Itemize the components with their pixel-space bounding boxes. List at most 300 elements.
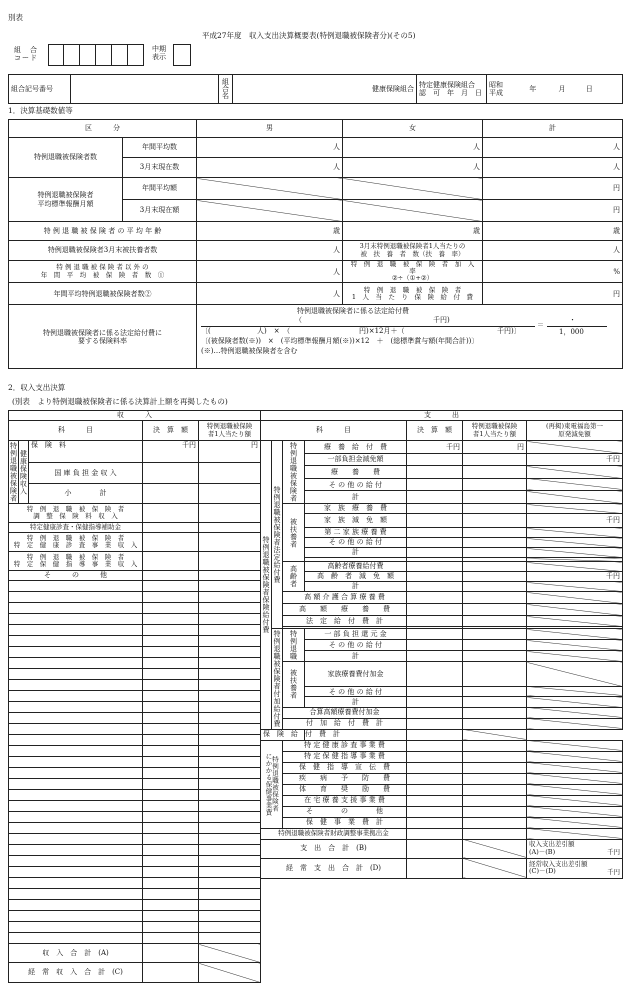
value-cell: 円 [199, 441, 261, 463]
disabled-cell [343, 200, 483, 222]
value-cell: 人 [197, 158, 343, 178]
income-guidance-label: 特 例 退 職 被 保 険 者 特 定 保 健 指 導 事 業 収 入 [9, 552, 143, 571]
blank-row [9, 647, 143, 658]
formula-l2b: 人) × （ [257, 327, 291, 336]
expense-col-fukushima: (再掲)東電福島第一 原発減免額 [527, 421, 623, 441]
value-cell [199, 483, 261, 503]
value-cell [463, 616, 527, 627]
value-cell [407, 762, 463, 773]
expense-table [260, 410, 623, 879]
regular-balance-unit: 千円 [607, 868, 620, 877]
assoc-no-field [71, 75, 219, 104]
exp-subtotal-label: 計 [305, 582, 407, 592]
value-cell [143, 790, 199, 801]
exp-second-family-label: 第 二 家 族 療 養 費 [305, 528, 407, 538]
disabled-cell [527, 806, 623, 817]
expense-total-label: 支 出 合 計 (B) [261, 839, 407, 858]
value-cell [143, 680, 199, 691]
value-cell [143, 504, 199, 523]
exp-high-cost-additional-label: 合算高額療養費付加金 [283, 707, 407, 718]
income-header: 収 入 [9, 411, 261, 421]
value-cell [199, 878, 261, 889]
value-cell: 円 [483, 200, 623, 222]
enrollment-rate-label: 特 例 退 職 被 保 険 者 加 入 率 ②÷（①+②） [343, 261, 483, 283]
approval-label: 特定健康保険組合 認 可 年 月 日 [417, 75, 487, 104]
value-cell [463, 592, 527, 604]
page-title: 平成27年度 収入支出決算概要表(特例退職被保険者分)(その5) [202, 31, 416, 40]
income-total-label: 収 入 合 計 (A) [9, 944, 143, 963]
blank-row [9, 834, 143, 845]
regular-income-label: 経 常 収 入 合 計 (C) [9, 963, 143, 983]
annual-avg-insured-label: 年間平均特例退職被保険者数② [9, 283, 197, 305]
value-cell [407, 707, 463, 718]
value-cell: 円 [483, 283, 623, 305]
value-cell [143, 581, 199, 592]
value-cell [199, 790, 261, 801]
dependency-ratio-label: 3月末特例退職被保険者1人当たりの 被 扶 養 者 数（扶 養 率） [343, 241, 483, 261]
value-cell [143, 592, 199, 603]
value-cell [199, 581, 261, 592]
disabled-cell [527, 795, 623, 806]
value-cell [463, 707, 527, 718]
value-cell [463, 651, 527, 662]
blank-row [9, 603, 143, 614]
blank-row [9, 878, 143, 889]
value-cell [407, 514, 463, 528]
exp-medical-cost-label: 療 養 費 [305, 466, 407, 479]
income-col-amount: 決 算 額 [143, 421, 199, 441]
balance-cell [527, 839, 623, 858]
section2-heading: 2．収入支出決算 [8, 383, 66, 392]
value-cell [407, 629, 463, 640]
value-cell [463, 538, 527, 548]
disabled-cell [343, 178, 483, 200]
disabled-cell [527, 592, 623, 604]
value-cell [463, 784, 527, 795]
others-avg-label: 特 例 退 職 被 保 険 者 以 外 の 年 間 平 均 被 保 険 者 数 ① [9, 261, 197, 283]
value-cell [199, 845, 261, 856]
value-cell [143, 933, 199, 944]
value-cell: 歳 [197, 222, 343, 241]
exp-checkup-cost-label: 特 定 健 康 診 査 事 業 費 [283, 740, 407, 751]
disabled-cell [527, 548, 623, 558]
blank-row [9, 724, 143, 735]
blank-row [9, 691, 143, 702]
exp-subtotal-label: 計 [305, 491, 407, 504]
exp-group-elderly: 高齢者 [283, 562, 305, 592]
value-cell [199, 592, 261, 603]
value-cell [407, 651, 463, 662]
value-cell [199, 625, 261, 636]
exp-subtotal-label: 計 [305, 651, 407, 662]
value-cell [143, 801, 199, 812]
exp-other-benefit-label: そ の 他 の 給 付 [305, 478, 407, 491]
exp-group-add-dependent: 被扶養者 [283, 662, 305, 708]
year-label: 年 [529, 85, 537, 93]
value-cell [463, 453, 527, 466]
value-cell [143, 856, 199, 867]
disabled-cell [527, 582, 623, 592]
value-cell [143, 724, 199, 735]
value-cell [143, 647, 199, 658]
disabled-cell [197, 178, 343, 200]
value-cell [463, 773, 527, 784]
blank-row [9, 702, 143, 713]
value-cell [463, 686, 527, 696]
value-cell [143, 889, 199, 900]
value-cell [199, 867, 261, 878]
exp-group-health: 特例退職被保険者 にかかる保健事業費 [261, 740, 283, 828]
value-cell [143, 533, 199, 552]
value-cell [143, 636, 199, 647]
blank-row [9, 911, 143, 922]
annual-avg-amount-label: 年間平均額 [123, 178, 197, 200]
value-cell [143, 867, 199, 878]
exp-high-cost-combined-label: 高 額 介 護 合 算 療 養 費 [283, 592, 407, 604]
value-cell [407, 858, 463, 878]
approval-date-field [487, 75, 623, 104]
value-cell [199, 691, 261, 702]
exp-group-add-insured: 特例退職 [283, 629, 305, 662]
value-cell [463, 562, 527, 572]
value-cell [407, 697, 463, 707]
blank-row [9, 592, 143, 603]
income-checkup-label: 特 例 退 職 被 保 険 者 特 定 健 康 診 査 事 業 収 入 [9, 533, 143, 552]
value-cell [143, 746, 199, 757]
exp-sports-label: 体 育 奨 励 費 [283, 784, 407, 795]
value-cell: 円 [463, 441, 527, 454]
exp-family-additional-label: 家族療養費付加金 [305, 662, 407, 687]
value-cell [199, 801, 261, 812]
disabled-cell [199, 963, 261, 983]
blank-row [9, 779, 143, 790]
regular-balance-label: 経常収入支出差引額 (C)－(D) [529, 859, 588, 875]
formula-equals: ＝ [537, 321, 544, 330]
value-cell [199, 911, 261, 922]
blank-row [9, 790, 143, 801]
value-cell [463, 491, 527, 504]
disabled-cell [463, 839, 527, 858]
end-march-amount-label: 3月末現在額 [123, 200, 197, 222]
value-cell [407, 582, 463, 592]
exp-home-care-label: 在 宅 療 養 支 援 事 業 費 [283, 795, 407, 806]
income-other-label: そ の 他 [9, 571, 143, 581]
blank-row [9, 845, 143, 856]
exp-guidance-cost-label: 特 定 保 健 指 導 事 業 費 [283, 751, 407, 762]
value-cell [407, 478, 463, 491]
value-cell [143, 944, 199, 963]
value-cell [463, 740, 527, 751]
value-cell [199, 933, 261, 944]
value-cell [199, 658, 261, 669]
blank-row [9, 823, 143, 834]
value-cell [199, 463, 261, 483]
midterm-label: 中期 表示 [152, 45, 166, 62]
value-cell [199, 533, 261, 552]
appendix-label: 別表 [8, 13, 23, 22]
disabled-cell [527, 718, 623, 729]
blank-row [9, 581, 143, 592]
disabled-cell [527, 784, 623, 795]
blank-row [9, 757, 143, 768]
formula-top: 特例退職被保険者に係る法定給付費 [297, 307, 409, 316]
exp-group-benefit: 特例退職被保険者保険給付費 [261, 441, 272, 730]
formula-l3: 〔(被保険者数(※)) × (平均標準報酬月額(※))×12 ＋ (総標準賞与額(年間合計))〕 [201, 337, 479, 346]
exp-high-cost-label: 高 額 療 養 費 [283, 604, 407, 616]
income-col-subject: 科 目 [9, 421, 143, 441]
value-cell [199, 504, 261, 523]
disabled-cell [527, 662, 623, 687]
blank-row [9, 746, 143, 757]
value-cell [143, 845, 199, 856]
value-cell [407, 784, 463, 795]
col-male: 男 [197, 120, 343, 138]
value-cell [199, 571, 261, 581]
value-cell [463, 817, 527, 828]
col-category: 区 分 [9, 120, 197, 138]
value-cell [143, 523, 199, 533]
value-cell [143, 779, 199, 790]
value-cell [463, 504, 527, 514]
value-cell: 円 [483, 178, 623, 200]
annual-avg-label: 年間平均数 [123, 138, 197, 158]
value-cell [143, 900, 199, 911]
disabled-cell [527, 740, 623, 751]
avg-monthly-pay-label: 特例退職被保険者 平均標準報酬月額 [9, 178, 123, 222]
value-cell [463, 629, 527, 640]
expense-header: 支 出 [261, 411, 623, 421]
expense-col-per-person: 特例退職被保険 者1人当たり額 [463, 421, 527, 441]
blank-row [9, 889, 143, 900]
formula-paren: （ [295, 316, 302, 325]
blank-row [9, 658, 143, 669]
blank-row [9, 713, 143, 724]
value-cell: 人 [197, 138, 343, 158]
value-cell [407, 686, 463, 696]
value-cell: 人 [197, 283, 343, 305]
value-cell [143, 691, 199, 702]
disabled-cell [527, 504, 623, 514]
disabled-cell [527, 538, 623, 548]
disabled-cell [527, 828, 623, 839]
value-cell [407, 528, 463, 538]
value-cell [143, 552, 199, 571]
disabled-cell [527, 604, 623, 616]
value-cell: 人 [483, 241, 623, 261]
income-table [8, 410, 261, 983]
value-cell [407, 491, 463, 504]
value-cell [143, 614, 199, 625]
code-box [96, 44, 112, 66]
exp-health-total-label: 保 健 事 業 費 計 [283, 817, 407, 828]
blank-row [9, 867, 143, 878]
exp-group-dependent: 被扶養者 [283, 504, 305, 562]
exp-other-label: そ の 他 [283, 806, 407, 817]
value-cell [199, 523, 261, 533]
disabled-cell [527, 616, 623, 627]
formula-l2d: 千円)〕 [497, 327, 521, 336]
health-assoc-suffix: 健康保険組合 [372, 84, 414, 93]
value-cell [199, 735, 261, 746]
regular-expense-label: 経 常 支 出 合 計 (D) [261, 858, 407, 878]
value-cell [199, 746, 261, 757]
col-total: 計 [483, 120, 623, 138]
expense-col-subject: 科 目 [261, 421, 407, 441]
disabled-cell [527, 751, 623, 762]
balance-unit: 千円 [607, 848, 620, 857]
value-cell [407, 453, 463, 466]
income-col-per-person: 特例退職被保険 者1人当たり額 [199, 421, 261, 441]
disabled-cell [527, 686, 623, 696]
value-cell [407, 662, 463, 687]
exp-group-additional: 特例退職被保険者付加給付費 [273, 630, 282, 728]
value-cell [143, 834, 199, 845]
value-cell [407, 773, 463, 784]
code-label: 組 合 コード [14, 46, 38, 63]
assoc-name-field [233, 75, 417, 104]
value-cell [407, 604, 463, 616]
value-cell [143, 483, 199, 503]
value-cell [143, 922, 199, 933]
blank-row [9, 614, 143, 625]
code-box [64, 44, 80, 66]
code-box [48, 44, 64, 66]
value-cell: 千円 [143, 441, 199, 463]
exp-benefit-total-label: 保 険 給 付 費 計 [261, 729, 305, 740]
exp-other-benefit-label: そ の 他 の 給 付 [305, 538, 407, 548]
value-cell [407, 548, 463, 558]
value-cell [143, 735, 199, 746]
value-cell: 人 [343, 138, 483, 158]
value-cell [463, 514, 527, 528]
dependents-label: 特例退職被保険者3月末被扶養者数 [9, 241, 197, 261]
value-cell [199, 647, 261, 658]
disabled-cell [463, 858, 527, 878]
value-cell [143, 911, 199, 922]
value-cell [143, 571, 199, 581]
exp-fiscal-adjust-label: 特例退職被保険者財政調整事業拠出金 [261, 828, 407, 839]
blank-row [9, 636, 143, 647]
value-cell [143, 812, 199, 823]
disabled-cell [527, 773, 623, 784]
blank-row [9, 669, 143, 680]
value-cell [463, 548, 527, 558]
midterm-box [173, 44, 191, 66]
blank-row [9, 768, 143, 779]
value-cell: 千円 [407, 441, 463, 454]
value-cell [407, 806, 463, 817]
value-cell [407, 538, 463, 548]
value-cell [199, 922, 261, 933]
exp-subtotal-label: 計 [305, 697, 407, 707]
value-cell [199, 834, 261, 845]
value-cell [463, 466, 527, 479]
value-cell: 人 [343, 158, 483, 178]
exp-education-label: 保 健 指 導 宣 伝 費 [283, 762, 407, 773]
value-cell [463, 762, 527, 773]
income-group-outer: 特例退職被保険者 [9, 442, 18, 502]
exp-family-medical-label: 家 族 療 養 費 [305, 504, 407, 514]
exp-additional-total-label: 付 加 給 付 費 計 [283, 718, 407, 729]
value-cell [407, 562, 463, 572]
income-subtotal-label: 小 計 [29, 483, 143, 503]
value-cell: 人 [483, 138, 623, 158]
value-cell [143, 658, 199, 669]
value-cell [407, 640, 463, 651]
value-cell [463, 806, 527, 817]
value-cell [407, 466, 463, 479]
value-cell [463, 528, 527, 538]
blank-row [9, 625, 143, 636]
income-national-label: 国 庫 負 担 金 収 入 [29, 463, 143, 483]
month-label: 月 [558, 85, 566, 93]
balance-label: 収入支出差引額 (A)－(B) [529, 840, 575, 856]
value-cell [143, 713, 199, 724]
assoc-no-label: 組合記号番号 [9, 75, 71, 104]
code-box [80, 44, 96, 66]
value-cell [463, 718, 527, 729]
exp-family-reduction-label: 家 族 減 免 額 [305, 514, 407, 528]
blank-row [9, 856, 143, 867]
exp-elderly-reduction-label: 高 齢 者 減 免 額 [305, 572, 407, 582]
exp-copay-reduction-label: 一部負担金減免額 [305, 453, 407, 466]
value-cell [199, 713, 261, 724]
disabled-cell [527, 491, 623, 504]
value-cell [199, 779, 261, 790]
disabled-cell [527, 640, 623, 651]
blank-row [9, 900, 143, 911]
value-cell [199, 636, 261, 647]
exp-other-benefit-label: そ の 他 の 給 付 [305, 686, 407, 696]
value-cell: 千円 [527, 514, 623, 528]
disabled-cell [527, 651, 623, 662]
exp-medical-label: 療 養 給 付 費 [305, 441, 407, 454]
disabled-cell [527, 629, 623, 640]
value-cell [407, 504, 463, 514]
blank-row [9, 933, 143, 944]
disabled-cell [527, 441, 623, 454]
disabled-cell [527, 762, 623, 773]
regular-balance-cell [527, 858, 623, 878]
value-cell [407, 616, 463, 627]
disabled-cell [527, 562, 623, 572]
value-cell [199, 724, 261, 735]
avg-age-label: 特 例 退 職 被 保 険 者 の 平 均 年 齢 [9, 222, 197, 241]
value-cell [463, 478, 527, 491]
code-boxes [48, 44, 144, 66]
value-cell: 千円 [527, 453, 623, 466]
value-cell [407, 729, 463, 740]
premium-rate-label: 特例退職被保険者に係る法定給付費に 要する保険料率 [9, 305, 197, 369]
value-cell: 千円 [527, 572, 623, 582]
blank-row [9, 801, 143, 812]
value-cell [143, 702, 199, 713]
value-cell: 人 [197, 261, 343, 283]
value-cell [199, 812, 261, 823]
value-cell [407, 592, 463, 604]
value-cell [143, 669, 199, 680]
value-cell [407, 828, 463, 839]
formula-thousand: 千円) [433, 316, 450, 325]
value-cell [143, 768, 199, 779]
value-cell [199, 757, 261, 768]
exp-group-statutory: 特例退職被保険者法定給付費 [272, 441, 283, 629]
value-cell [199, 856, 261, 867]
value-cell [463, 572, 527, 582]
code-box [128, 44, 144, 66]
exp-subtotal-label: 計 [305, 548, 407, 558]
value-cell [463, 697, 527, 707]
